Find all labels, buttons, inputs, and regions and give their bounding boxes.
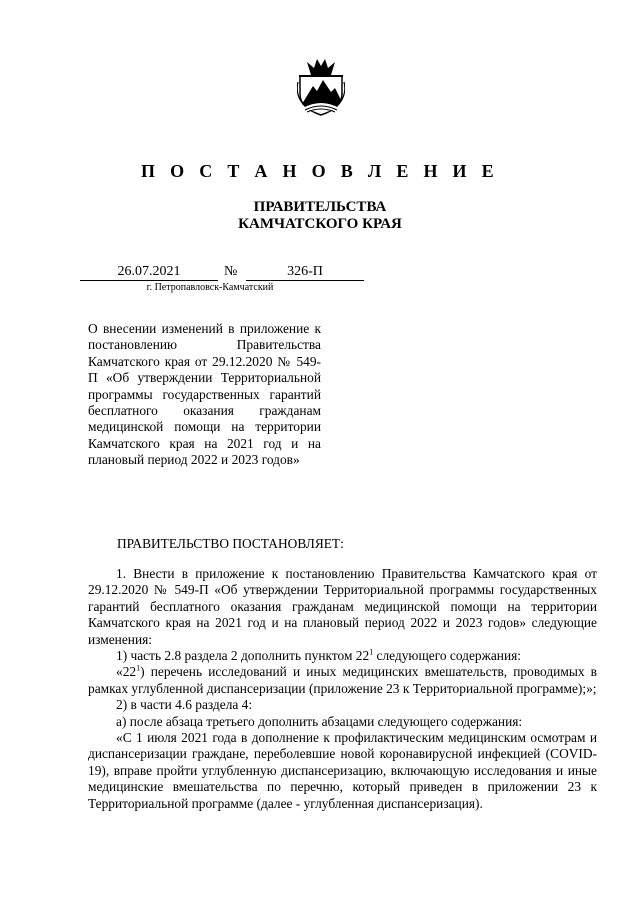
paragraph-6: «С 1 июля 2021 года в дополнение к профилактическим медицинским осмотрам и диспансеризации граждане, переболевшие новой коронавирусной инфекцией (COVID-19), вправе пройти углубленную диспансеризацию, включающую исследования и иные медицинские вмешательства по перечню, который приведен в приложении 23 к Территориальной программе (далее - углубленная диспансеризация). (88, 730, 597, 811)
paragraph-5: а) после абзаца третьего дополнить абзацами следующего содержания: (116, 713, 523, 729)
paragraph-1: 1. Внести в приложение к постановлению Правительства Камчатского края от 29.12.2020 № 549-П «Об утверждении Территориальной программы государственных гарантий бесплатного оказания гражданам медицинской помощи на территории Камчатского края на 2021 год и на плановый период 2022 и 2023 годов» следующие изменения: (88, 566, 597, 647)
issuer-line-2: КАМЧАТСКОГО КРАЯ (238, 216, 402, 232)
document-title: П О С Т А Н О В Л Е Н И Е (141, 161, 499, 181)
issuer-line-1: ПРАВИТЕЛЬСТВА (253, 199, 387, 215)
document-number: 326-П (246, 264, 364, 281)
paragraph-4: 2) в части 4.6 раздела 4: (116, 697, 253, 713)
document-date: 26.07.2021 (80, 264, 218, 281)
document-subject: О внесении изменений в приложение к постановлению Правительства Камчатского края от 29.12.2020 № 549-П «Об утверждении Территориальной программы государственных гарантий бесплатного оказания гражданам медицинской помощи на территории Камчатского края на 2021 год и на плановый период 2022 и 2023 годов» (88, 321, 321, 468)
city-of-issue: г. Петропавловск-Камчатский (146, 282, 274, 293)
paragraph-2: 1) часть 2.8 раздела 2 дополнить пунктом $22^1$ следующего содержания: (116, 647, 522, 664)
kamchatka-emblem-icon (297, 58, 345, 116)
decree-statement: ПРАВИТЕЛЬСТВО ПОСТАНОВЛЯЕТ: (117, 536, 344, 551)
number-sign: № (224, 264, 238, 279)
document-body (88, 566, 597, 812)
paragraph-3: «$22^1$) перечень исследований и иных медицинских вмешательств, проводимых в рамках углубленной диспансеризации (приложение 23 к Территориальной программе);»; (88, 663, 597, 696)
